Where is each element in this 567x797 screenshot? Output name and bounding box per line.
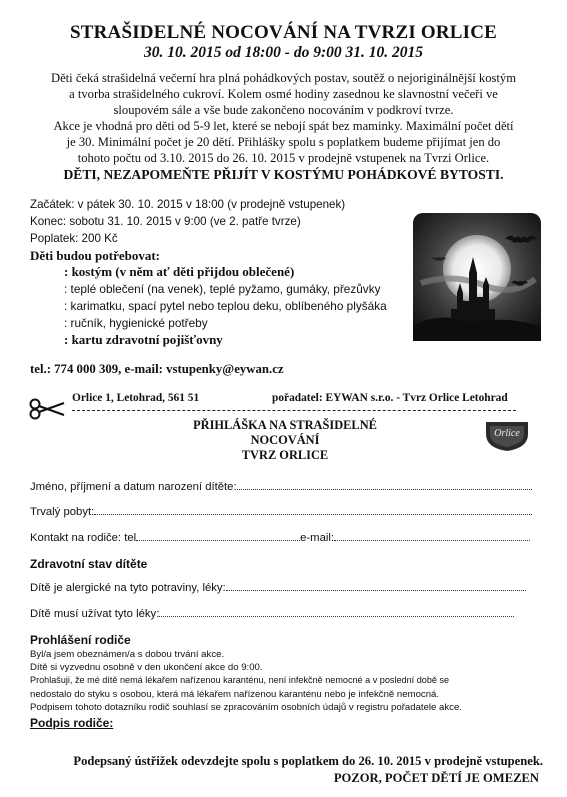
fill-line[interactable]	[334, 530, 530, 541]
medicine-field[interactable]	[30, 606, 514, 620]
fill-line[interactable]	[237, 479, 532, 490]
page-title: STRAŠIDELNÉ NOCOVÁNÍ NA TVRZI ORLICE	[69, 22, 498, 43]
footer-warning: POZOR, POČET DĚTÍ JE OMEZEN	[333, 771, 539, 785]
residence-field[interactable]	[30, 504, 532, 518]
needs-item: : ručník, hygienické potřeby	[64, 316, 208, 330]
field-label: Jméno, příjmení a datum narození dítěte:	[30, 481, 237, 493]
event-fee: Poplatek: 200 Kč	[30, 232, 118, 245]
footer-notice: Podepsaný ústřižek odevzdejte spolu s poplatkem do 26. 10. 2015 v prodejně vstupenek.	[73, 754, 543, 768]
field-label: Dítě musí užívat tyto léky:	[30, 608, 160, 620]
allergy-field[interactable]	[30, 580, 526, 594]
orlice-logo	[482, 418, 532, 452]
declaration-text	[30, 648, 540, 714]
intro-line: Akce je vhodná pro děti od 5-9 let, které se nebojí spát bez maminky. Maximální počet dětí	[53, 119, 514, 133]
intro-line: Děti čeká strašidelná večerní hra plná pohádkových postav, soutěž o nejoriginálnější kostým	[50, 71, 516, 85]
scissors-icon	[28, 398, 66, 420]
declaration-line: Dítě si vyzvednu osobně v den ukončení akce do 9:00.	[30, 662, 263, 674]
health-heading: Zdravotní stav dítěte	[30, 557, 148, 571]
intro-line: a tvorba strašidelného cukroví. Kolem osmé hodiny zasednou ke slavnostní večeři ve	[69, 87, 498, 101]
field-label: Trvalý pobyt:	[30, 506, 95, 518]
intro-line: tohoto počtu od 3.10. 2015 do 26. 10. 2015 v prodejně vstupenek na Tvrzi Orlice.	[77, 151, 490, 165]
intro-line: je 30. Minimální počet je 20 dětí. Přihlášky spolu s poplatkem budeme přijímat jen do	[66, 135, 501, 149]
fill-line[interactable]	[136, 530, 300, 541]
fill-line[interactable]	[94, 504, 532, 515]
declaration-line: nedostalo do styku s osobou, která má lékařem nařízenou karanténu nebo je infekčně nemocná.	[30, 688, 440, 700]
intro-text	[0, 70, 567, 166]
form-title-line: PŘIHLÁŠKA NA STRAŠIDELNÉ NOCOVÁNÍ	[193, 418, 377, 447]
declaration-line: Podpisem tohoto dotazníku rodič souhlasí se zpracováním osobních údajů v registru pořadatele akce.	[30, 701, 462, 713]
parent-contact-field[interactable]	[30, 530, 530, 544]
haunted-castle-image	[413, 213, 541, 341]
event-date: 30. 10. 2015 od 18:00 - do 9:00 31. 10. 2015	[144, 44, 423, 61]
event-start: Začátek: v pátek 30. 10. 2015 v 18:00 (v prodejně vstupenek)	[30, 198, 346, 211]
field-label: Dítě je alergické na tyto potraviny, léky:	[30, 582, 226, 594]
event-end: Konec: sobotu 31. 10. 2015 v 9:00 (ve 2. patře tvrze)	[30, 215, 301, 228]
needs-item: : kostým (v něm ať děti přijdou oblečené)	[64, 264, 295, 279]
form-title	[170, 418, 400, 463]
cut-line	[72, 410, 516, 411]
needs-item: : karimatku, spací pytel nebo teplou deku, oblíbeného plyšáka	[64, 299, 387, 313]
declaration-line: Byl/a jsem obeznámen/a s dobou trvání akce.	[30, 649, 225, 660]
needs-item: : kartu zdravotní pojišťovny	[64, 332, 223, 347]
needs-heading: Děti budou potřebovat:	[30, 248, 161, 263]
child-name-field[interactable]	[30, 479, 532, 493]
declaration-heading: Prohlášení rodiče	[30, 633, 131, 647]
needs-item: : teplé oblečení (na venek), teplé pyžamo, gumáky, přezůvky	[64, 282, 381, 296]
form-title-line: TVRZ ORLICE	[241, 448, 329, 462]
logo-text: Orlice	[494, 428, 520, 439]
intro-line: sloupovém sále a vše bude zakončeno nocováním v podkroví tvrze.	[113, 103, 454, 117]
fill-line[interactable]	[159, 606, 514, 617]
organizer: pořadatel: EYWAN s.r.o. - Tvrz Orlice Letohrad	[272, 392, 508, 404]
declaration-line: Prohlašuji, že mé dítě nemá lékařem nařízenou karanténu, není infekčně nemocné a v poslední době se	[30, 675, 450, 686]
fill-line[interactable]	[226, 580, 526, 591]
costume-reminder: DĚTI, NEZAPOMEŇTE PŘIJÍT V KOSTÝMU POHÁDKOVÉ BYTOSTI.	[63, 167, 504, 182]
signature-label[interactable]: Podpis rodiče:	[30, 716, 114, 730]
field-label: Kontakt na rodiče: tel	[30, 532, 137, 544]
contact-info: tel.: 774 000 309, e-mail: vstupenky@eywan.cz	[30, 362, 284, 376]
email-label: e-mail:	[300, 532, 335, 544]
address: Orlice 1, Letohrad, 561 51	[72, 392, 200, 404]
